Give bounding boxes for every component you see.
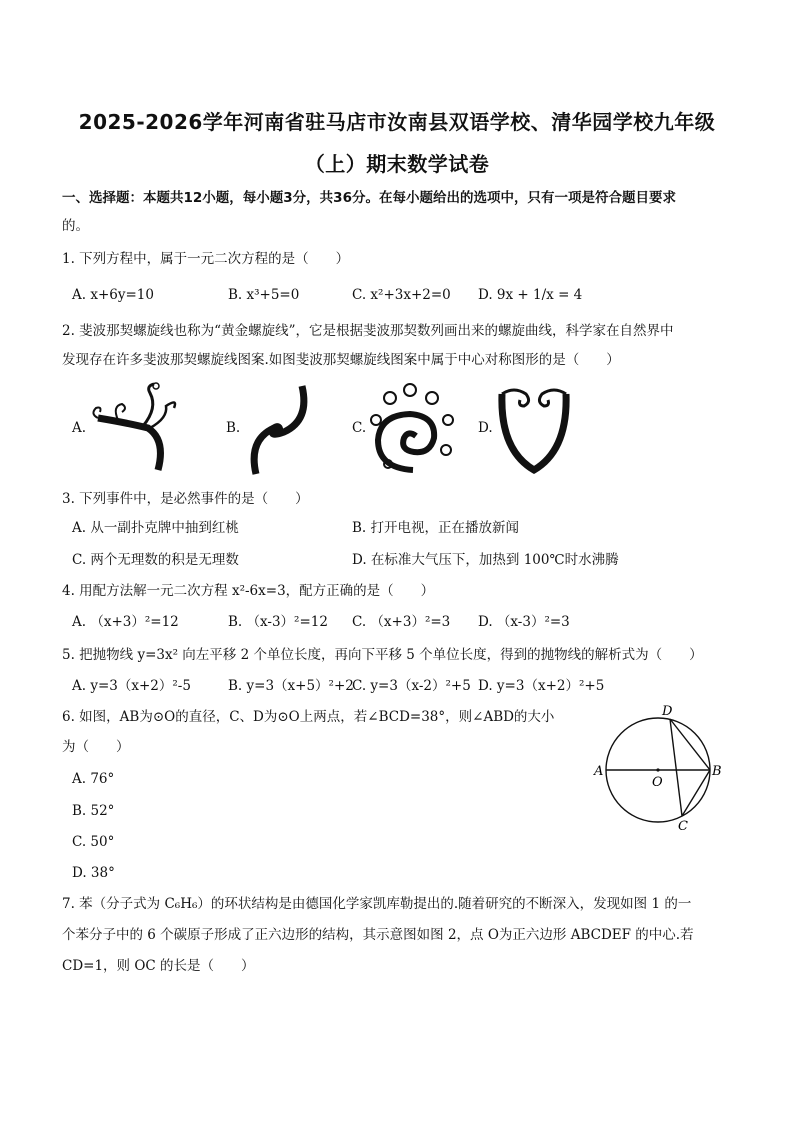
q3-stem: 3. 下列事件中，是必然事件的是（ ）	[62, 491, 309, 507]
q7-stem-line1: 7. 苯（分子式为 C₆H₆）的环状结构是由德国化学家凯库勒提出的.随着研究的不断深入，发现如图 1 的一	[62, 896, 692, 912]
point-label-c: C	[678, 819, 688, 834]
q4-option-a: A. （x+3）²=12	[72, 614, 179, 630]
point-label-o: O	[652, 775, 663, 790]
q2-label-a: A.	[72, 420, 87, 436]
q7-stem-line2: 个苯分子中的 6 个碳原子形成了正六边形的结构，其示意图如图 2，点 O为正六边形 ABCDEF 的中心.若	[62, 927, 694, 943]
q3-option-b: B. 打开电视，正在播放新闻	[352, 520, 520, 536]
q6-option-b: B. 52°	[72, 803, 115, 819]
q3-option-c: C. 两个无理数的积是无理数	[72, 552, 239, 568]
section-instructions-line2: 的。	[62, 218, 89, 234]
point-label-a: A	[594, 764, 604, 779]
q6-option-c: C. 50°	[72, 834, 115, 850]
q5-option-d: D. y=3（x+2）²+5	[478, 678, 605, 694]
q7-stem-line3: CD=1，则 OC 的长是（ ）	[62, 958, 255, 974]
q2-label-c: C.	[352, 420, 367, 436]
section-instructions-line1: 一、选择题：本题共12小题，每小题3分，共36分。在每小题给出的选项中，只有一项是符合题目要求	[62, 190, 676, 206]
q3-option-a: A. 从一副扑克牌中抽到红桃	[72, 520, 239, 536]
q2-figure-b-spiral	[244, 380, 314, 480]
q3-option-d: D. 在标准大气压下，加热到 100℃时水沸腾	[352, 552, 619, 568]
q1-option-b: B. x³+5=0	[228, 287, 300, 303]
q6-option-d: D. 38°	[72, 865, 115, 881]
q4-option-d: D. （x-3）²=3	[478, 614, 570, 630]
point-label-d: D	[662, 704, 673, 719]
q1-option-c: C. x²+3x+2=0	[352, 287, 451, 303]
q1-option-a: A. x+6y=10	[72, 287, 154, 303]
q6-stem-line1: 6. 如图，AB为⊙O的直径，C、D为⊙O上两点，若∠BCD=38°，则∠ABD的大小	[62, 709, 555, 725]
q5-stem: 5. 把抛物线 y=3x² 向左平移 2 个单位长度，再向下平移 5 个单位长度，得到的抛物线的解析式为（ ）	[62, 647, 703, 663]
q2-figure-a-spiral	[88, 378, 198, 478]
q5-option-b: B. y=3（x+5）²+2	[228, 678, 354, 694]
q5-option-c: C. y=3（x-2）²+5	[352, 678, 471, 694]
exam-title-line1: 2025-2026学年河南省驻马店市汝南县双语学校、清华园学校九年级	[78, 110, 716, 134]
q2-stem-line1: 2. 斐波那契螺旋线也称为“黄金螺旋线”，它是根据斐波那契数列画出来的螺旋曲线，科学家在自然界中	[62, 323, 674, 339]
exam-title-line2: （上）期末数学试卷	[304, 152, 490, 176]
q4-option-c: C. （x+3）²=3	[352, 614, 451, 630]
q4-stem: 4. 用配方法解一元二次方程 x²-6x=3，配方正确的是（ ）	[62, 583, 435, 599]
q2-figure-c-spiral	[368, 380, 458, 475]
q6-circle-figure	[590, 700, 730, 835]
q6-stem-line2: 为（ ）	[62, 739, 130, 755]
q2-label-b: B.	[226, 420, 241, 436]
q1-stem: 1. 下列方程中，属于一元二次方程的是（ ）	[62, 251, 350, 267]
q4-option-b: B. （x-3）²=12	[228, 614, 328, 630]
q5-option-a: A. y=3（x+2）²-5	[72, 678, 191, 694]
q1-option-d: D. 9x + 1/x = 4	[478, 287, 583, 303]
q2-figure-d-spiral	[494, 384, 574, 476]
q6-option-a: A. 76°	[72, 771, 115, 787]
point-label-b: B	[712, 764, 722, 779]
q2-stem-line2: 发现存在许多斐波那契螺旋线图案.如图斐波那契螺旋线图案中属于中心对称图形的是（ ）	[62, 352, 620, 368]
q2-label-d: D.	[478, 420, 493, 436]
